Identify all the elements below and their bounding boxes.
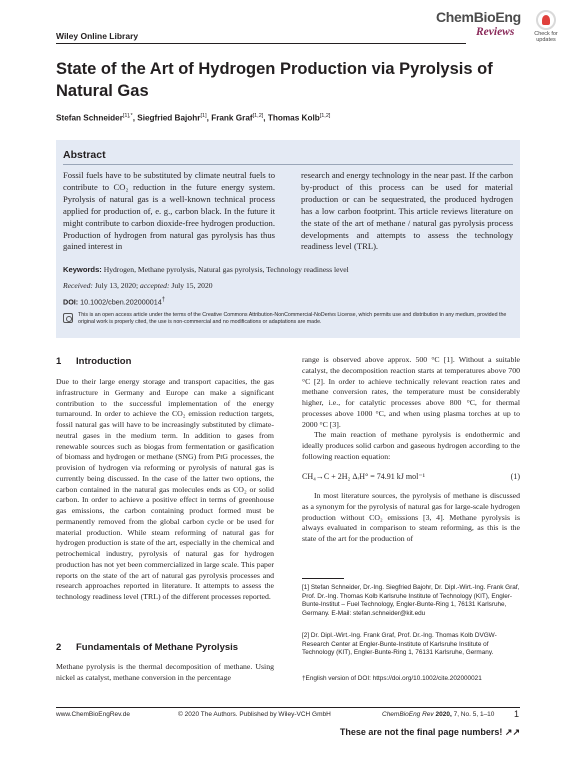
introduction-text: Due to their large energy storage and transport capacities, the gas infrastructure in Germany and Europe can make a significant contribution to the successful implementation of the energy turnaround. In order to achieve the CO₂ emission reduction targets, fossil natural gas will have to be increasingly substituted by climate-neutral gases in the medium term. In addition to gases from renewable sources such as biogas from fermentation or gasification of biomass and hydrogen or methane (SNG) from PtG processes, the provision of hydrogen via reforming or pyrolysis of natural gas is currently being discussed. In the case of the latter two options, the carbon contained in the natural gas molecules ends as CO₂ or solid carbon. In order to achieve a positive effect in terms of greenhouse gas emissions, the carbon containing product formed must be permanently removed from the global carbon cycle or be used for material production. While steam reforming of natural gas for hydrogen production is state of the art, especially in the chemical and petrochemical industry, pyrolysis of natural gas for hydrogen production has not yet been commercialized in large scale. This paper reports on the state of the art of natural gas pyrolysis processes and research approaches reported in literature. It attempts to assess the technology readiness level (TRL) of the different processes reported. [56,377,274,601]
received-date: July 13, 2020; [94,281,139,290]
doi-link[interactable]: 10.1002/cben.202000014 [80,297,162,307]
updates-icon [536,10,556,30]
header-rule [56,43,466,44]
section-title: Fundamentals of Methane Pyrolysis [76,642,239,653]
section-heading-introduction [56,356,131,367]
abstract-heading: Abstract [63,149,106,161]
footnote-affiliation-2: [2] Dr. Dipl.-Wirt.-Ing. Frank Graf, Prof. Dr.-Ing. Thomas Kolb DVGW-Research Center at Engler-Bunte-Institute of Karlsruhe Institute of Technology (KIT), Engler-Bunte-Ring 1, 76131 Karlsruhe, Germany. [302,632,497,657]
section-title: Introduction [76,356,132,367]
footer-citation [382,711,494,718]
accepted-date: July 15, 2020 [171,281,213,290]
journal-logo-main: ChemBioEng [436,9,521,25]
check-for-updates-button[interactable] [527,10,565,52]
footnote-english-doi[interactable]: †English version of DOI: https://doi.org/10.1002/cite.202000021 [302,675,482,682]
author-name[interactable]: Siegfried Bajohr [137,113,201,123]
section-number: 1 [56,356,62,367]
equation-text: CH₄→C + 2H₂ ΔᵣH° = 74.91 kJ mol⁻¹ [302,472,425,481]
page-number: 1 [514,709,520,719]
footer-website-link[interactable]: www.ChemBioEngRev.de [56,711,130,718]
footnote-affiliation-1: [1] Stefan Schneider, Dr.-Ing. Siegfried Bajohr, Dr. Dipl.-Wirt.-Ing. Frank Graf, Prof. Dr.-Ing. Thomas Kolb Karlsruhe Institute of Technology (KIT), Engler-Bunte-Institut – Fuel Technology, Engler-Bunte-Ring 1, 76131 Karlsruhe, Germany. E-Mail: stefan.schneider@kit.edu [302,584,520,617]
author-affiliation: [1,2] [319,113,331,119]
footer-copyright: © 2020 The Authors. Published by Wiley-VCH GmbH [178,711,331,718]
author-name[interactable]: Stefan Schneider [56,113,123,123]
section-heading-fundamentals [56,642,238,653]
citation-journal: ChemBioEng Rev [382,711,434,718]
journal-logo-sub: Reviews [476,26,515,38]
citation-year: 2020, [435,711,452,718]
abstract-text-col2: research and energy technology in the near past. If the carbon by-product of this process can be used for material production or can be sequestrated, the produced hydrogen has a low carbon footprint. This article reviews literature on the state of the art of methane / natural gas pyrolysis process developments and attempts to assess the technology readiness level (TRL). [301,170,513,252]
doi-label: DOI: [63,297,79,307]
abstract-text-col1: Fossil fuels have to be substituted by climate neutral fuels to contribute to CO₂ reduction in the future energy system. Pyrolysis of natural gas is a well-known technical process applied for production of, e. g., carbon black. In the future it might contribute to carbon dioxide-free hydrogen production. Production of hydrogen from natural gas pyrolysis has thus gained interest in [63,170,275,252]
footer-rule [56,707,520,708]
received-label: Received: [63,281,93,290]
fundamentals-text-continued [302,355,520,463]
fundamentals-text: Methane pyrolysis is the thermal decomposition of methane. Using nickel as catalyst, methane conversion in the percentage [56,662,274,682]
library-label[interactable]: Wiley Online Library [56,31,139,41]
footnote-rule [302,578,344,579]
paragraph: In most literature sources, the pyrolysis of methane is discussed as a synonym for the pyrolysis of natural gas for large-scale hydrogen production without CO₂ emissions [3, 4]. Methane pyrolysis is always evaluated in comparison to steam reforming, as this is the state of the art for the production of [302,491,520,543]
updates-label: Check for updates [534,31,558,43]
article-title: State of the Art of Hydrogen Production via Pyrolysis of Natural Gas [56,60,493,100]
author-list: Stefan Schneider$^{[1],*}$, Siegfried Bajohr[1], Frank Graf[1,2], Thomas Kolb[1,2] [56,113,331,123]
license-text: This is an open access article under the terms of the Creative Commons Attribution-NonCommercial-NoDerivs License, which permits use and distribution in any medium, provided the original work is properly cited, the use is non-commercial and no modifications or adaptations are made. [78,312,507,326]
equation-number: (1) [510,472,520,481]
section-number: 2 [56,642,62,653]
author-name[interactable]: Frank Graf [211,113,253,123]
journal-logo [436,9,520,43]
paragraph: range is observed above approx. 500 °C [1]. Without a suitable catalyst, the decomposition reaction starts at temperatures above 700 °C [2]. In order to achieve technically relevant reaction rates and methane conversion rates, the temperature must be considerably higher, i.e., for catalytic processes above 800 °C, for thermal processes above 1000 °C, and when using plasma torches at up to 2000 °C [3]. [302,355,520,429]
author-affiliation: [1],* [122,113,133,119]
author-name[interactable]: Thomas Kolb [267,113,320,123]
not-final-notice: These are not the final page numbers! ↗↗ [339,727,520,737]
citation-volume: 7, No. 5, 1–10 [453,711,495,718]
received-dates [63,281,513,290]
keywords [63,265,513,274]
keywords-label: Keywords: [63,265,102,274]
author-affiliation: [1] [200,113,207,119]
doi-footnote-mark: † [161,297,166,303]
open-access-icon [63,313,73,323]
doi-line [63,297,513,306]
paragraph: The main reaction of methane pyrolysis is endothermic and ideally produces solid carbon and gaseous hydrogen according to the following reaction equation: [302,430,520,461]
equation-1 [302,472,520,481]
abstract-rule [63,164,513,165]
accepted-label: accepted: [140,281,170,290]
author-affiliation: [1,2] [252,113,264,119]
keywords-value: Hydrogen, Methane pyrolysis, Natural gas pyrolysis, Technology readiness level [103,265,349,274]
